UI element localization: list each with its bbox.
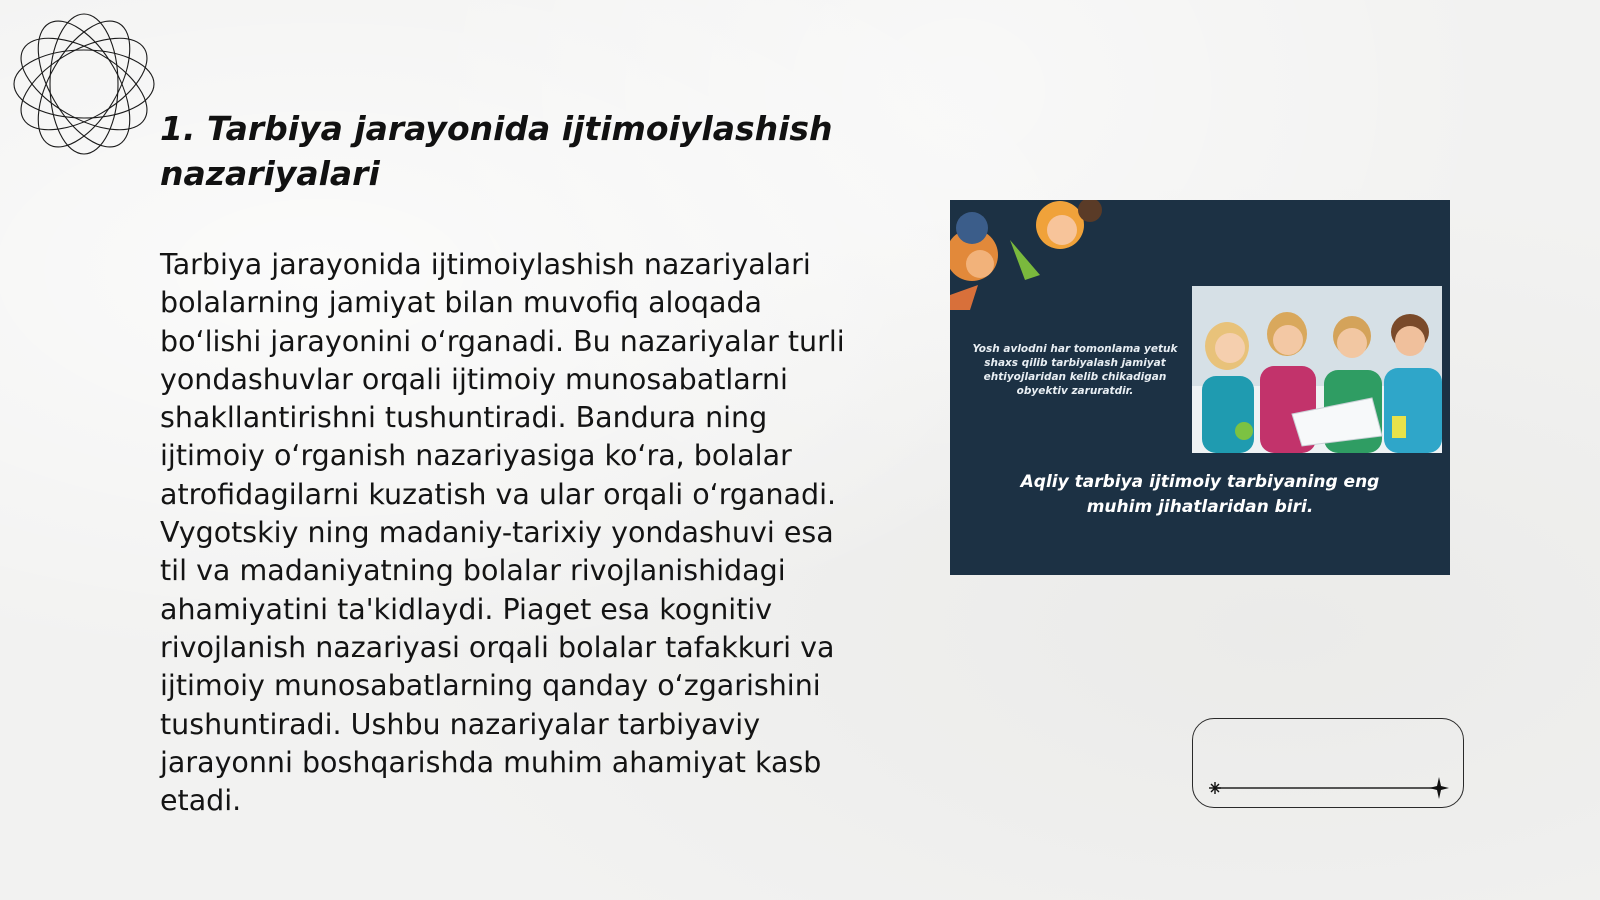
slide-title: 1. Tarbiya jarayonida ijtimoiylashish nazariyalari	[160, 109, 833, 193]
slide-body-text: Tarbiya jarayonida ijtimoiylashish nazariyalari bolalarning jamiyat bilan muvofiq aloqada boʻlishi jarayonini oʻrganadi. Bu nazariyalar turli yondashuvlar orqali ijtimoiy munosabatlarni shakllantirishni tushuntiradi. Bandura ning ijtimoiy oʻrganish nazariyasiga koʻra, bolalar atrofidagilarni kuzatish va ular orqali oʻrganadi. Vygotskiy ning madaniy-tarixiy yondashuvi esa til va madaniyatning bolalar rivojlanishidagi ahamiyatini ta'kidlaydi. Piaget esa kognitiv rivojlanish nazariyasi orqali bolalar tafakkuri va ijtimoiy munosabatlarning qanday oʻzgarishini tushuntiradi. Ushbu nazariyalar tarbiyaviy jarayonni boshqarishda muhim ahamiyat kasb etadi.	[160, 248, 845, 818]
cartoon-children-icon	[950, 200, 1110, 320]
spirograph-orb-icon	[10, 10, 158, 158]
image-caption: Aqliy tarbiya ijtimoiy tarbiyaning eng muhim jihatlaridan biri.	[1020, 472, 1380, 517]
illustration-image	[950, 200, 1450, 575]
decorative-slider	[1192, 718, 1464, 808]
image-quote-text: Yosh avlodni har tomonlama yetuk shaxs qilib tarbiyalash jamiyat ehtiyojlaridan kelib chikadigan obyektiv zaruratdir.	[972, 343, 1178, 397]
children-photo	[1192, 286, 1442, 453]
star-slider-icon	[1193, 719, 1465, 809]
